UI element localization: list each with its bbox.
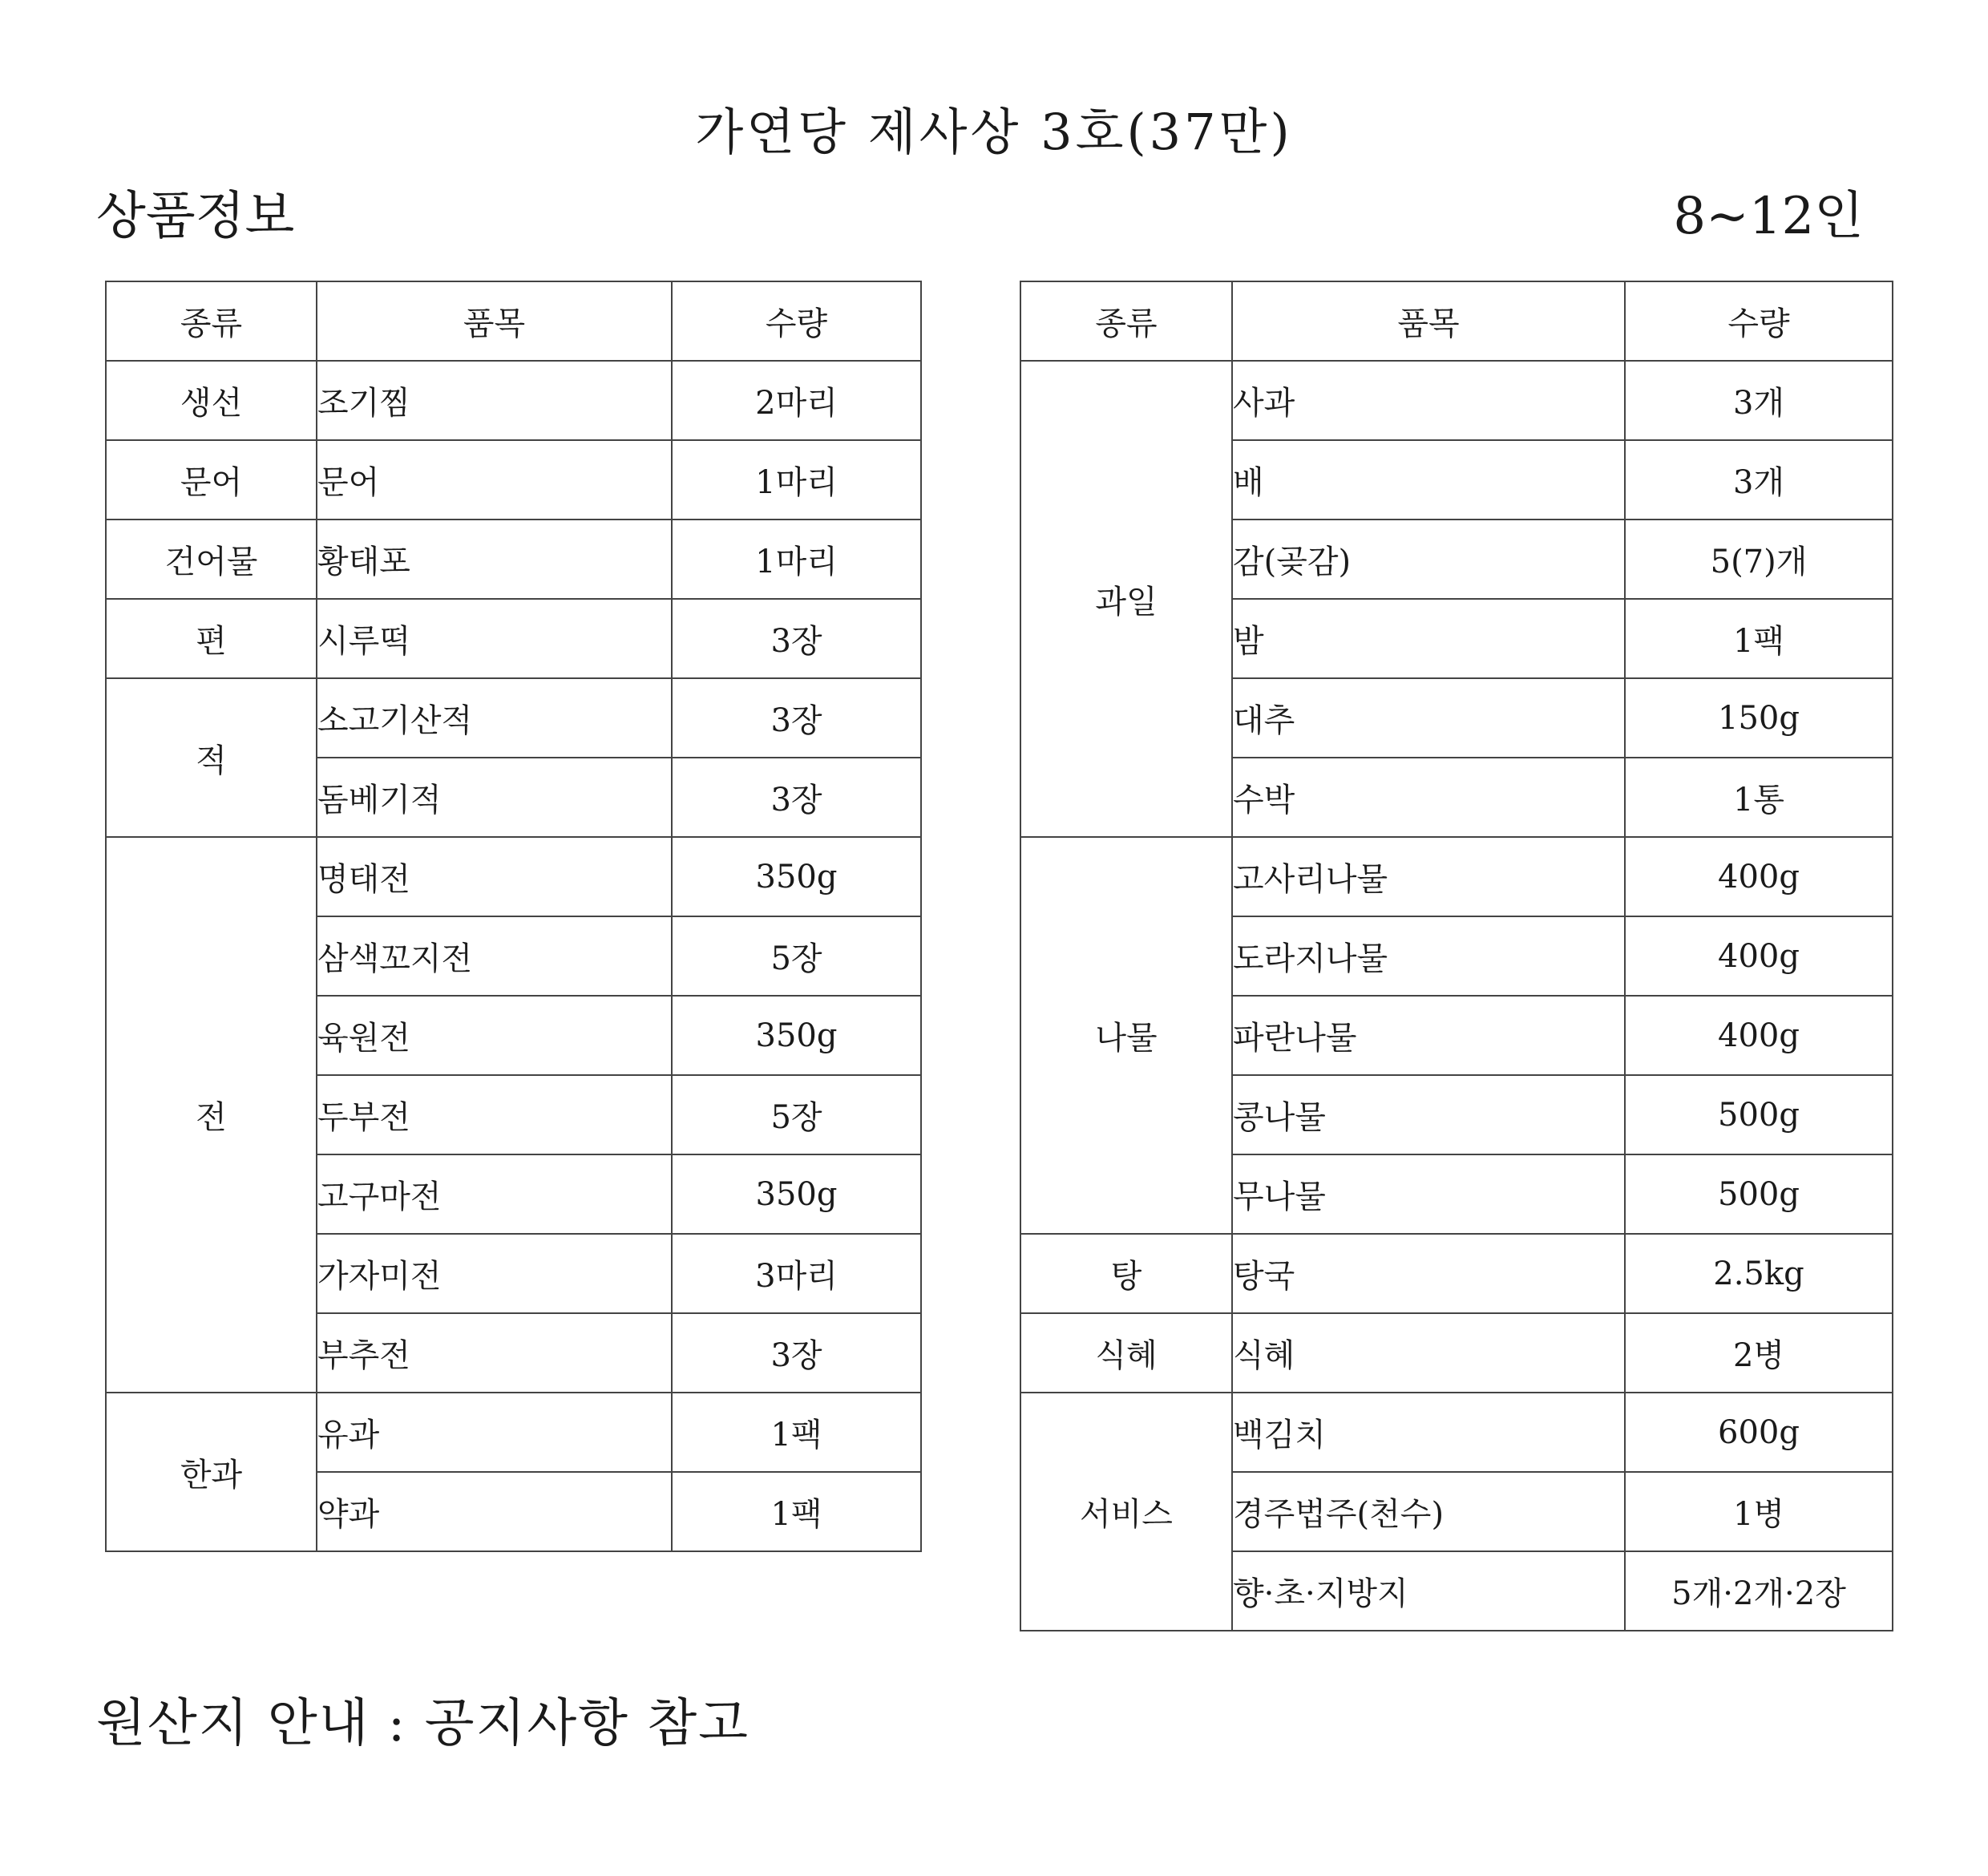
category-cell: 탕 — [1020, 1234, 1232, 1313]
item-name-cell: 백김치 — [1232, 1393, 1625, 1472]
category-cell: 전 — [106, 837, 317, 1393]
quantity-cell: 400g — [1625, 837, 1893, 916]
item-name-cell: 돔베기적 — [317, 758, 672, 837]
quantity-cell: 3장 — [672, 1313, 921, 1393]
quantity-cell: 400g — [1625, 916, 1893, 996]
table-row — [1020, 837, 1893, 916]
item-name-cell: 콩나물 — [1232, 1075, 1625, 1154]
quantity-cell: 1팩 — [1625, 599, 1893, 678]
quantity-cell: 2.5kg — [1625, 1234, 1893, 1313]
quantity-cell: 5(7)개 — [1625, 520, 1893, 599]
category-cell: 나물 — [1020, 837, 1232, 1234]
origin-notice: 원산지 안내 : 공지사항 참고 — [96, 1694, 750, 1753]
item-name-cell: 가자미전 — [317, 1234, 672, 1313]
item-name-cell: 사과 — [1232, 361, 1625, 440]
item-name-cell: 명태전 — [317, 837, 672, 916]
item-name-cell: 수박 — [1232, 758, 1625, 837]
item-name-cell: 시루떡 — [317, 599, 672, 678]
item-name-cell: 고사리나물 — [1232, 837, 1625, 916]
item-name-cell: 고구마전 — [317, 1154, 672, 1234]
table-row — [106, 520, 921, 599]
item-name-cell: 대추 — [1232, 678, 1625, 758]
table-row — [106, 440, 921, 520]
quantity-cell: 2마리 — [672, 361, 921, 440]
item-name-cell: 파란나물 — [1232, 996, 1625, 1075]
item-name-cell: 육원전 — [317, 996, 672, 1075]
header-category: 종류 — [106, 281, 317, 361]
quantity-cell: 500g — [1625, 1075, 1893, 1154]
quantity-cell: 500g — [1625, 1154, 1893, 1234]
table-row — [1020, 361, 1893, 440]
table-header-row — [1020, 281, 1893, 361]
item-name-cell: 감(곶감) — [1232, 520, 1625, 599]
item-name-cell: 두부전 — [317, 1075, 672, 1154]
header-category: 종류 — [1020, 281, 1232, 361]
quantity-cell: 1마리 — [672, 520, 921, 599]
item-name-cell: 부추전 — [317, 1313, 672, 1393]
quantity-cell: 5장 — [672, 1075, 921, 1154]
item-name-cell: 유과 — [317, 1393, 672, 1472]
quantity-cell: 3장 — [672, 758, 921, 837]
quantity-cell: 3장 — [672, 599, 921, 678]
page-title: 가연당 제사상 3호(37만) — [695, 103, 1293, 161]
quantity-cell: 1병 — [1625, 1472, 1893, 1551]
category-cell: 건어물 — [106, 520, 317, 599]
quantity-cell: 150g — [1625, 678, 1893, 758]
header-item: 품목 — [317, 281, 672, 361]
item-name-cell: 무나물 — [1232, 1154, 1625, 1234]
category-cell: 편 — [106, 599, 317, 678]
section-label: 상품정보 — [96, 187, 295, 246]
table-row — [1020, 1234, 1893, 1313]
quantity-cell: 3개 — [1625, 440, 1893, 520]
table-row — [106, 837, 921, 916]
item-name-cell: 배 — [1232, 440, 1625, 520]
category-cell: 문어 — [106, 440, 317, 520]
item-name-cell: 도라지나물 — [1232, 916, 1625, 996]
table-row — [106, 361, 921, 440]
quantity-cell: 5개·2개·2장 — [1625, 1551, 1893, 1631]
table-row — [1020, 1393, 1893, 1472]
header-item: 품목 — [1232, 281, 1625, 361]
category-cell: 과일 — [1020, 361, 1232, 837]
category-cell: 적 — [106, 678, 317, 837]
category-cell: 한과 — [106, 1393, 317, 1551]
category-cell: 식혜 — [1020, 1313, 1232, 1393]
item-name-cell: 약과 — [317, 1472, 672, 1551]
item-name-cell: 소고기산적 — [317, 678, 672, 758]
item-name-cell: 문어 — [317, 440, 672, 520]
quantity-cell: 5장 — [672, 916, 921, 996]
item-name-cell: 경주법주(천수) — [1232, 1472, 1625, 1551]
table-row — [1020, 1313, 1893, 1393]
quantity-cell: 3마리 — [672, 1234, 921, 1313]
item-name-cell: 황태포 — [317, 520, 672, 599]
header-quantity: 수량 — [1625, 281, 1893, 361]
quantity-cell: 1통 — [1625, 758, 1893, 837]
item-name-cell: 밤 — [1232, 599, 1625, 678]
quantity-cell: 2병 — [1625, 1313, 1893, 1393]
quantity-cell: 400g — [1625, 996, 1893, 1075]
category-cell: 서비스 — [1020, 1393, 1232, 1631]
quantity-cell: 3개 — [1625, 361, 1893, 440]
goods-table-right — [1020, 281, 1893, 1631]
quantity-cell: 3장 — [672, 678, 921, 758]
table-row — [106, 678, 921, 758]
item-name-cell: 조기찜 — [317, 361, 672, 440]
quantity-cell: 1마리 — [672, 440, 921, 520]
table-row — [106, 1393, 921, 1472]
quantity-cell: 350g — [672, 996, 921, 1075]
quantity-cell: 1팩 — [672, 1393, 921, 1472]
goods-table-left — [105, 281, 922, 1552]
item-name-cell: 삼색꼬지전 — [317, 916, 672, 996]
serving-size: 8~12인 — [1673, 187, 1864, 246]
header-quantity: 수량 — [672, 281, 921, 361]
quantity-cell: 350g — [672, 837, 921, 916]
table-header-row — [106, 281, 921, 361]
item-name-cell: 탕국 — [1232, 1234, 1625, 1313]
table-row — [106, 599, 921, 678]
item-name-cell: 향·초·지방지 — [1232, 1551, 1625, 1631]
item-name-cell: 식혜 — [1232, 1313, 1625, 1393]
quantity-cell: 350g — [672, 1154, 921, 1234]
quantity-cell: 1팩 — [672, 1472, 921, 1551]
quantity-cell: 600g — [1625, 1393, 1893, 1472]
category-cell: 생선 — [106, 361, 317, 440]
